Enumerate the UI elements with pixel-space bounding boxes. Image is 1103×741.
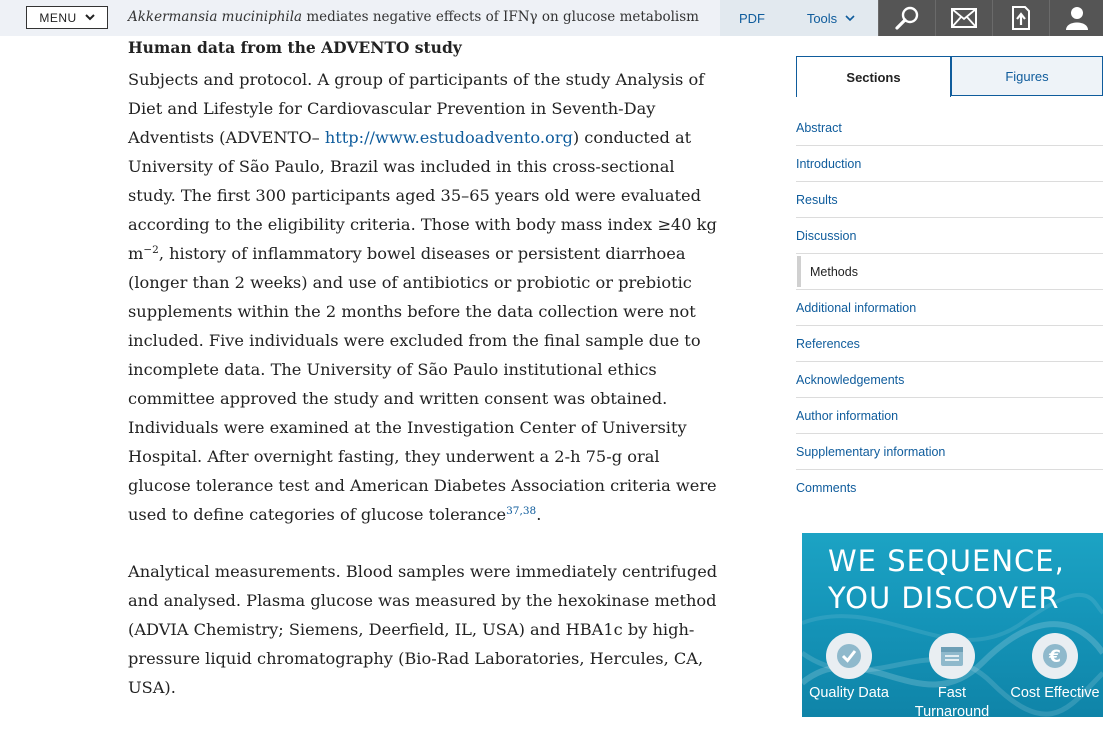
toc-item-references[interactable]: References <box>796 326 1103 362</box>
reference-link[interactable]: 37,38 <box>506 505 537 517</box>
toc-item-methods[interactable]: Methods <box>796 254 1103 290</box>
article-body <box>128 36 718 702</box>
toc-item-comments[interactable]: Comments <box>796 481 857 495</box>
tools-dropdown[interactable] <box>784 0 878 36</box>
ad-headline <box>828 543 1098 617</box>
chevron-down-icon <box>85 14 95 21</box>
ad-feature-badge <box>826 633 872 679</box>
euro-icon <box>1040 641 1070 671</box>
ad-feature-badge <box>1032 633 1078 679</box>
account-button[interactable] <box>1049 0 1103 36</box>
article-title <box>128 9 699 25</box>
paragraph-text: . <box>536 505 542 524</box>
sections-list <box>796 110 1103 506</box>
checkmark-icon <box>834 641 864 671</box>
email-icon <box>950 5 978 31</box>
article-title-text: mediates negative effects of IFNγ on glucose metabolism <box>302 9 699 25</box>
toc-item-acknowledgements[interactable]: Acknowledgements <box>796 362 1103 398</box>
ad-feature-turnaround <box>906 633 998 741</box>
svg-text:€: € <box>1049 647 1061 667</box>
toc-item-introduction[interactable]: Introduction <box>796 146 1103 182</box>
toc-item-results[interactable]: Results <box>796 182 1103 218</box>
tab-sections[interactable]: Sections <box>796 56 951 97</box>
paragraph-subjects-protocol <box>128 65 718 529</box>
menu-label: MENU <box>39 10 77 25</box>
ad-headline-line: YOU DISCOVER <box>828 581 1060 615</box>
paragraph-text: , history of inflammatory bowel diseases or persistent diarrhoea (longer than 2 weeks) and use of antibiotics or probiotic or prebiotic supplements within the 2 months before the data collection were not included. Five individuals were excluded from the final sample due to incomplete data. The University of São Paulo institutional ethics committee approved the study and written consent was obtained. Individuals were examined at the Investigation Center of University Hospital. After overnight fasting, they underwent a 2-h 75-g oral glucose tolerance test and American Diabetes Association criteria were used to define categories of glucose tolerance <box>128 244 717 524</box>
sidebar-tabs <box>796 56 1103 97</box>
paragraph-text: ) conducted at University of São Paulo, Brazil was included in this cross-sectional study. The first 300 participants aged 35–65 years old were evaluated according to the eligibility criteria. Those with body mass index ≥40 kg m <box>128 128 717 263</box>
toc-item-author-information[interactable]: Author information <box>796 398 1103 434</box>
upload-button[interactable] <box>992 0 1049 36</box>
ad-feature-quality <box>804 633 894 703</box>
pdf-link[interactable]: PDF <box>720 0 784 36</box>
toc-item-abstract[interactable]: Abstract <box>796 110 1103 146</box>
advento-link[interactable]: http://www.estudoadvento.org <box>324 128 573 147</box>
search-button[interactable] <box>878 0 935 36</box>
toc-item-additional-information[interactable]: Additional information <box>796 290 1103 326</box>
user-icon <box>1063 5 1091 31</box>
ad-feature-label: Fast Turnaround Times <box>914 685 990 739</box>
chevron-down-icon <box>845 15 855 22</box>
advertisement-banner[interactable] <box>802 533 1103 739</box>
toc-item-supplementary-information[interactable]: Supplementary information <box>796 434 1103 470</box>
ad-feature-label: Quality Data <box>809 685 889 701</box>
ad-feature-label: Cost Effective <box>1010 685 1100 701</box>
article-title-organism: Akkermansia muciniphila <box>128 9 303 25</box>
tab-figures[interactable]: Figures <box>951 56 1103 96</box>
calendar-icon <box>937 641 967 671</box>
toc-item-discussion[interactable]: Discussion <box>796 218 1103 254</box>
ad-feature-badge <box>929 633 975 679</box>
tools-label: Tools <box>806 10 838 26</box>
menu-button[interactable] <box>26 6 108 29</box>
upload-icon <box>1007 5 1035 31</box>
paragraph-text: Subjects and protocol. A group of participants of the study Analysis of Diet and Lifestyle for Cardiovascular Prevention in Seventh-Day Adventists (ADVENTO– <box>128 70 705 147</box>
ad-feature-cost <box>1010 633 1100 703</box>
email-button[interactable] <box>935 0 992 36</box>
paragraph-analytical-measurements: Analytical measurements. Blood samples were immediately centrifuged and analysed. Plasma glucose was measured by the hexokinase method (ADVIA Chemistry; Siemens, Deerfield, IL, USA) and HBA1c by high-pressure liquid chromatography (Bio-Rad Laboratories, Hercules, CA, USA). <box>128 562 718 697</box>
top-bar <box>0 0 1103 36</box>
ad-headline-line: WE SEQUENCE, <box>828 544 1065 578</box>
section-heading: Human data from the ADVENTO study <box>128 38 462 57</box>
search-icon <box>893 5 921 31</box>
exponent: −2 <box>143 244 159 256</box>
